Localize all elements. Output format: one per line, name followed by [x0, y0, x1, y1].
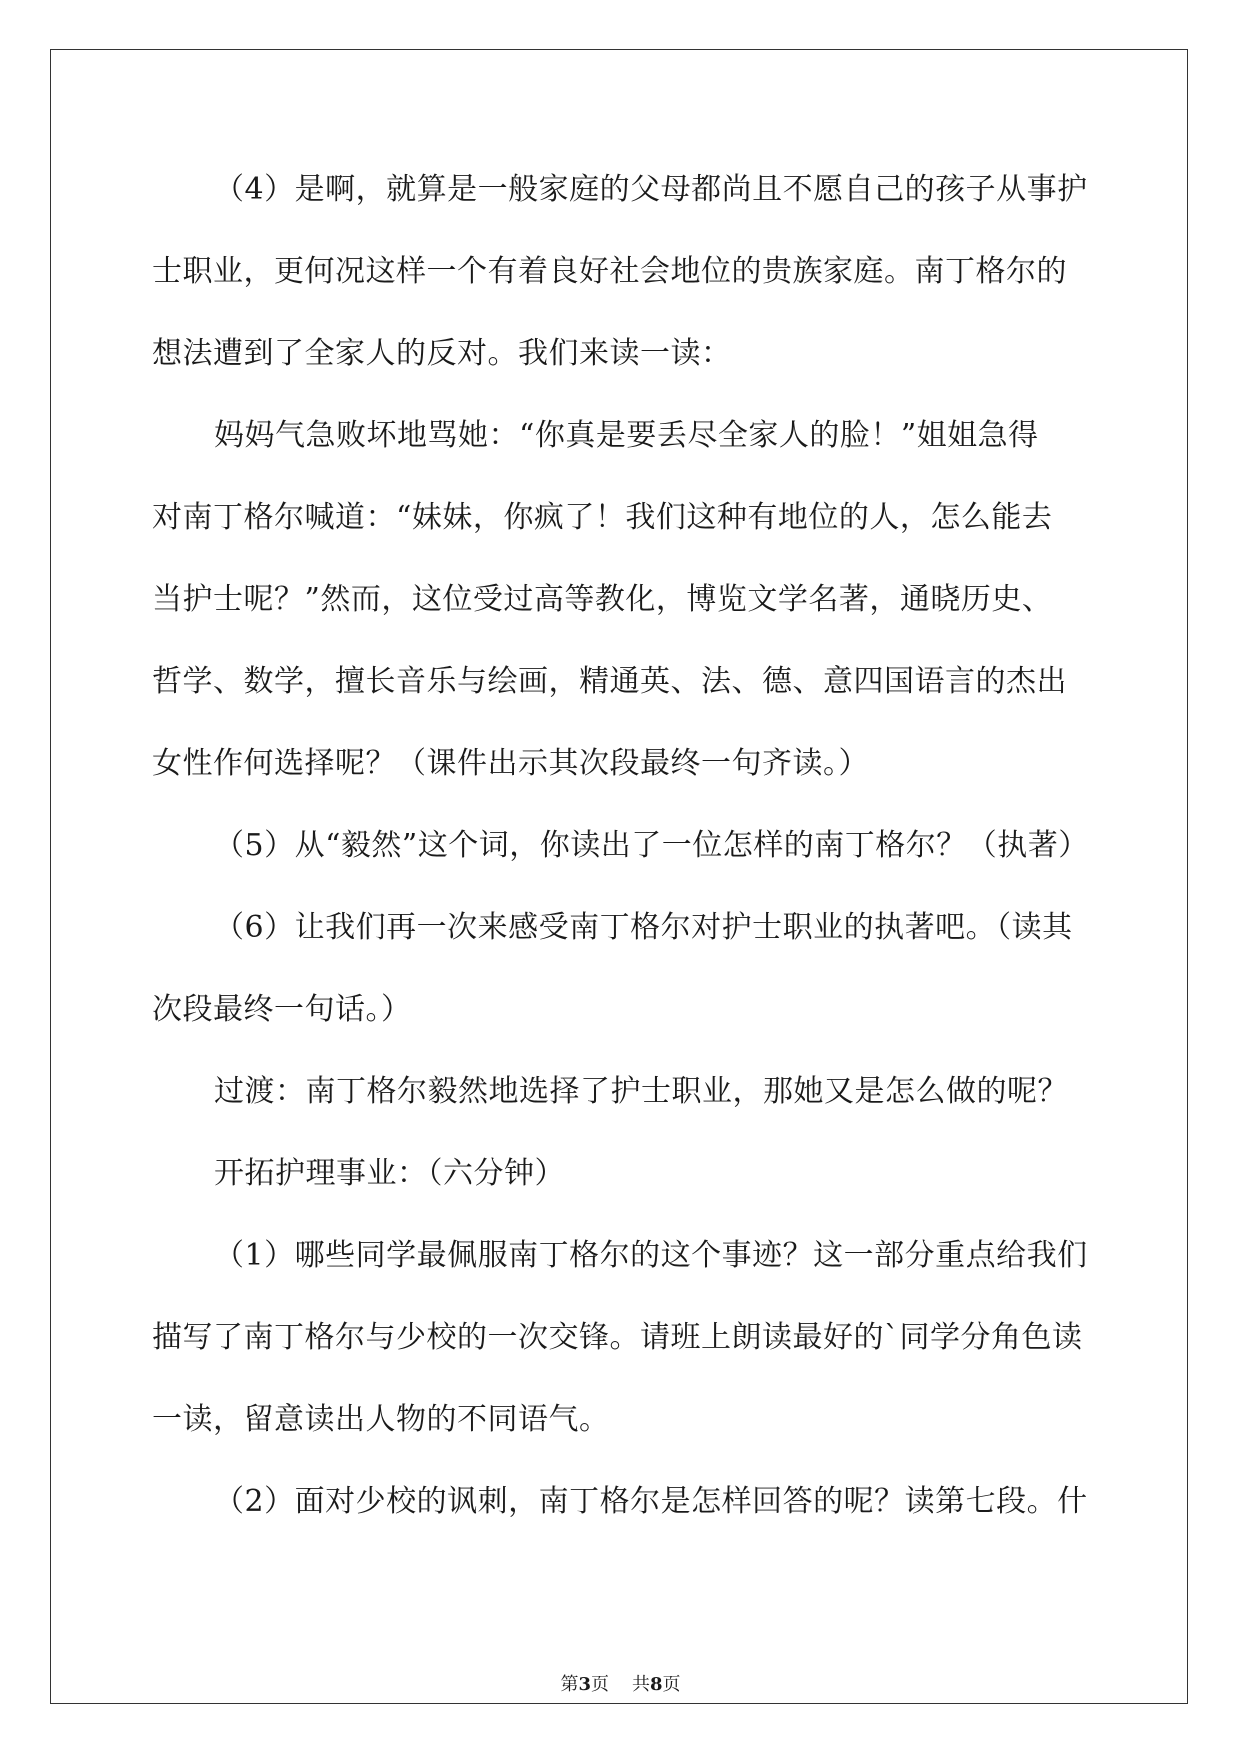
footer-page-suffix: 页 [591, 1674, 610, 1695]
text-line: 开拓护理事业：（六分钟） [214, 1156, 565, 1191]
text-line: （2）面对少校的讽刺，南丁格尔是怎样回答的呢？读第七段。什 [214, 1484, 1088, 1519]
text-line: 妈妈气急败坏地骂她：“你真是要丢尽全家人的脸！”姐姐急得 [214, 418, 1039, 453]
page-border [50, 49, 1188, 1704]
text-line: 士职业，更何况这样一个有着良好社会地位的贵族家庭。南丁格尔的 [152, 254, 1067, 289]
footer-total-prefix: 共 [631, 1674, 650, 1695]
footer-total-suffix: 页 [662, 1674, 681, 1695]
text-line: （5）从“毅然”这个词，你读出了一位怎样的南丁格尔？（执著） [214, 828, 1089, 863]
text-line: （6）让我们再一次来感受南丁格尔对护士职业的执著吧。（读其 [214, 910, 1073, 945]
text-line: 想法遭到了全家人的反对。我们来读一读： [152, 336, 732, 371]
page-footer [0, 1674, 1241, 1696]
text-line: 当护士呢？”然而，这位受过高等教化，博览文学名著，通晓历史、 [152, 582, 1053, 617]
text-line: 次段最终一句话。） [152, 992, 412, 1027]
text-line: （4）是啊，就算是一般家庭的父母都尚且不愿自己的孩子从事护 [214, 172, 1088, 207]
text-line: 女性作何选择呢？（课件出示其次段最终一句齐读。） [152, 746, 869, 781]
page-number: 3 [578, 1674, 592, 1695]
text-line: 一读，留意读出人物的不同语气。 [152, 1402, 610, 1437]
text-line: 描写了南丁格尔与少校的一次交锋。请班上朗读最好的`同学分角色读 [152, 1320, 1083, 1355]
footer-prefix: 第 [560, 1674, 579, 1695]
text-line: 过渡：南丁格尔毅然地选择了护士职业，那她又是怎么做的呢？ [214, 1074, 1068, 1109]
text-line: 对南丁格尔喊道：“妹妹，你疯了！我们这种有地位的人，怎么能去 [152, 500, 1053, 535]
text-line: 哲学、数学，擅长音乐与绘画，精通英、法、德、意四国语言的杰出 [152, 664, 1067, 699]
total-pages: 8 [649, 1674, 663, 1695]
text-line: （1）哪些同学最佩服南丁格尔的这个事迹？这一部分重点给我们 [214, 1238, 1088, 1273]
